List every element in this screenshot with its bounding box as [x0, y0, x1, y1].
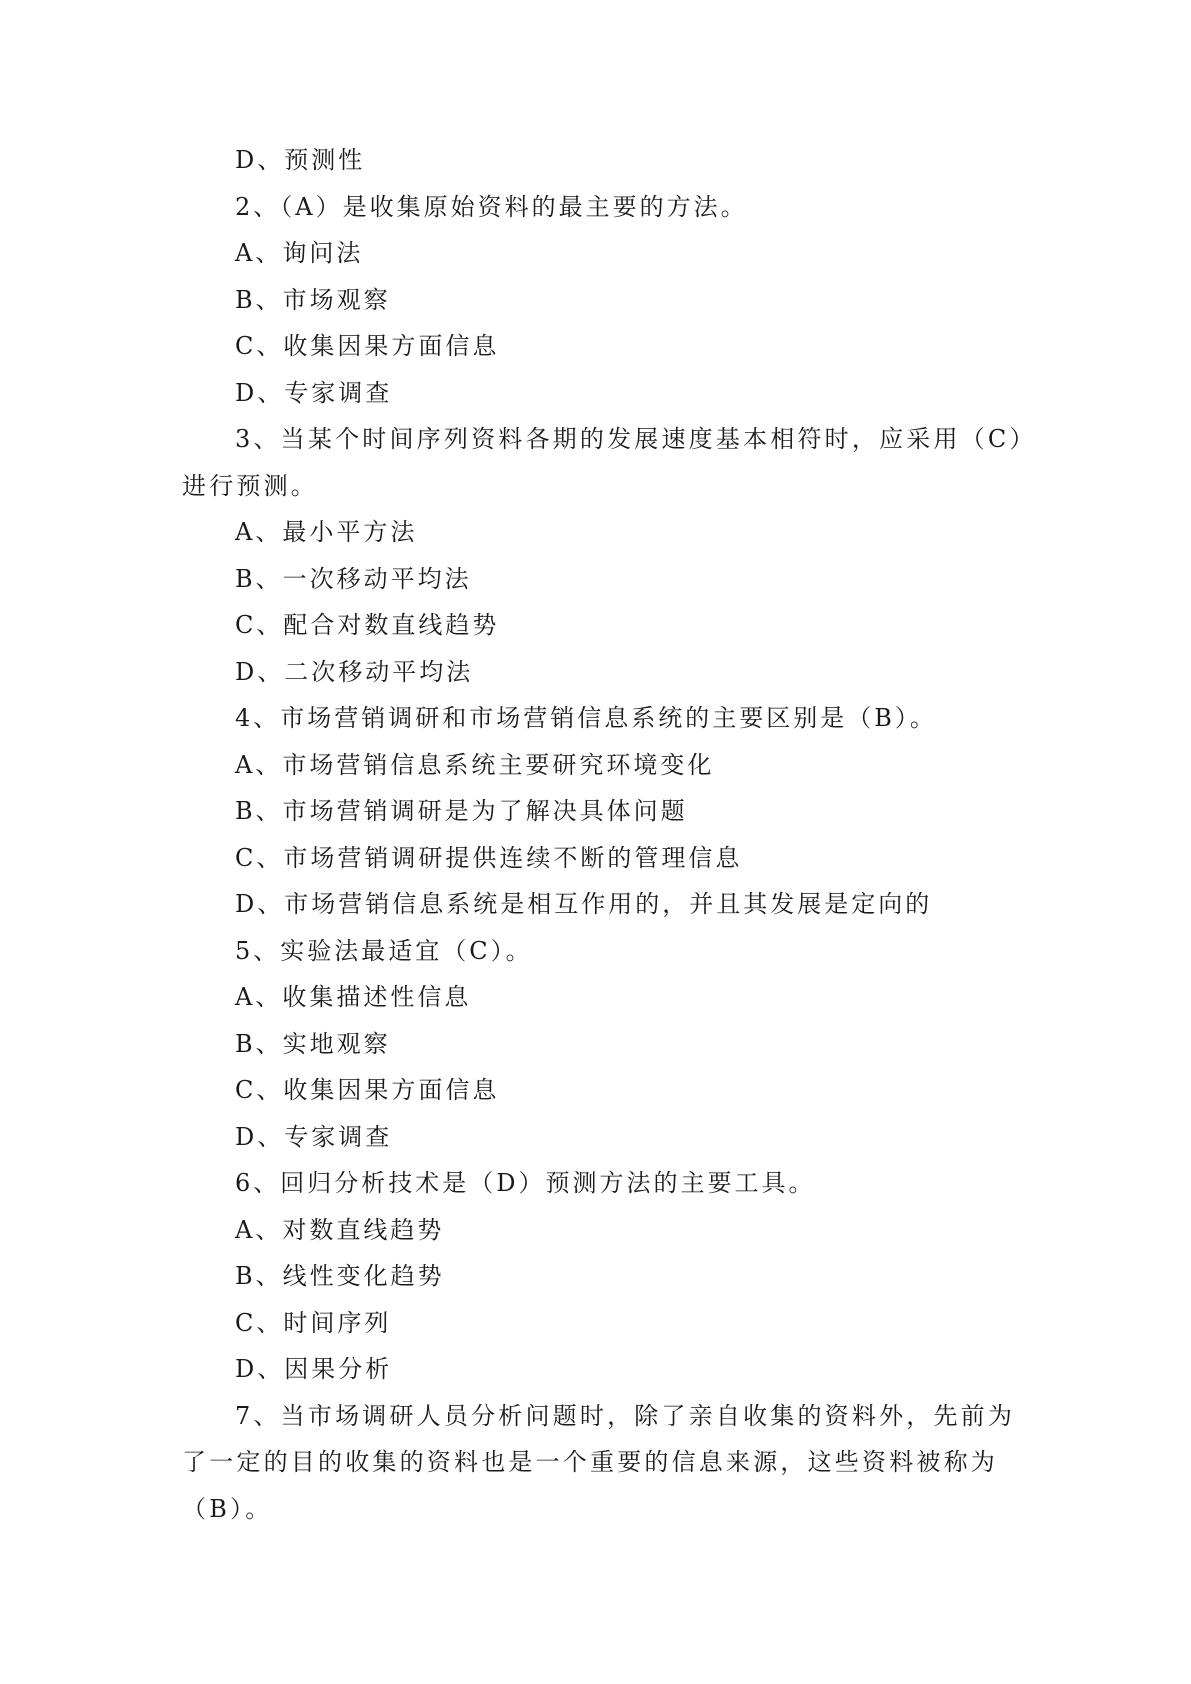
option-line: D、专家调查	[235, 378, 393, 407]
question-paragraph: 7、当市场调研人员分析问题时，除了亲自收集的资料外，先前为了一定的目的收集的资料也是一个重要的信息来源，这些资料被称为（B）。	[182, 1401, 1016, 1523]
option-line: C、收集因果方面信息	[235, 1076, 500, 1104]
option-line: B、市场营销调研是为了解决具体问题	[235, 797, 688, 825]
question-paragraph: 3、当某个时间序列资料各期的发展速度基本相符时，应采用（C）进行预测。	[182, 425, 1025, 500]
option-line: B、市场观察	[235, 285, 391, 314]
document-body	[182, 137, 1032, 1532]
option-line: A、收集描述性信息	[235, 983, 472, 1011]
question-line: 2、（A）是收集原始资料的最主要的方法。	[235, 192, 748, 221]
question-line: 6、回归分析技术是（D）预测方法的主要工具。	[235, 1169, 816, 1197]
option-line: B、线性变化趋势	[235, 1262, 445, 1290]
option-line: B、一次移动平均法	[235, 564, 472, 593]
option-line: A、对数直线趋势	[235, 1215, 445, 1244]
question-line: 5、实验法最适宜（C）。	[235, 936, 533, 965]
option-line: D、预测性	[235, 146, 366, 174]
option-line: A、最小平方法	[235, 518, 418, 546]
option-line: A、市场营销信息系统主要研究环境变化	[235, 750, 715, 779]
option-line: D、专家调查	[235, 1122, 393, 1151]
question-line: 4、市场营销调研和市场营销信息系统的主要区别是（B）。	[235, 704, 937, 732]
option-line: C、配合对数直线趋势	[235, 611, 500, 639]
option-line: D、二次移动平均法	[235, 657, 474, 686]
option-line: D、市场营销信息系统是相互作用的，并且其发展是定向的	[235, 890, 933, 918]
option-line: C、收集因果方面信息	[235, 332, 500, 360]
option-line: C、市场营销调研提供连续不断的管理信息	[235, 843, 743, 872]
option-line: D、因果分析	[235, 1355, 393, 1383]
option-line: C、时间序列	[235, 1308, 392, 1337]
option-line: A、询问法	[235, 239, 364, 267]
option-line: B、实地观察	[235, 1029, 391, 1058]
